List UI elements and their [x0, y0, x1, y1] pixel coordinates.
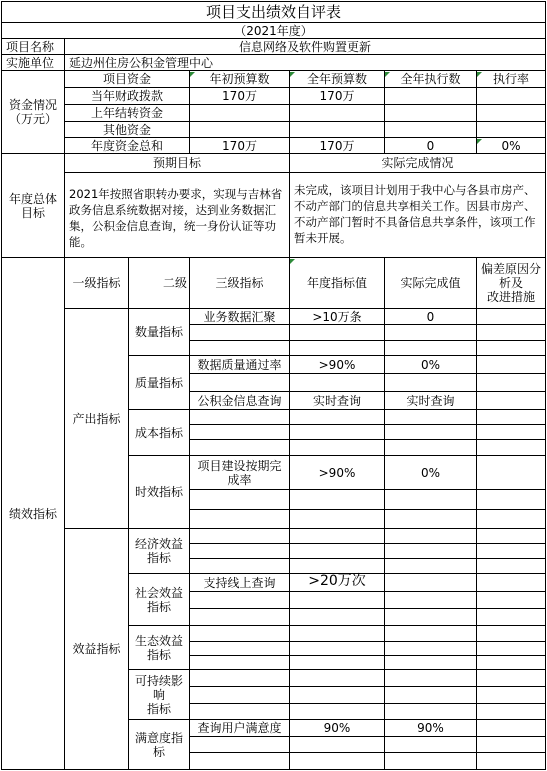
- indicator-target: >10万条: [312, 309, 362, 324]
- quality-indicator-label: 质量指标: [134, 375, 183, 390]
- indicator-target: 90%: [323, 721, 351, 735]
- performance-label: 绩效指标: [8, 506, 57, 521]
- cost-indicator-label: 成本指标: [134, 425, 183, 440]
- goals-label: 年度总体 目标: [8, 191, 57, 220]
- indicator-actual: 0: [426, 309, 435, 324]
- time-indicator-label: 时效指标: [134, 485, 183, 499]
- indicator-target: >90%: [318, 357, 356, 372]
- indicator-actual: 实时查询: [406, 393, 455, 408]
- funds-header-initial: 年初预算数: [209, 72, 270, 86]
- sustainability-label: 可持续影 响 指标: [134, 673, 183, 716]
- indicator-actual: 0%: [420, 465, 441, 480]
- expected-goal-text: 2021年按照省职转办要求，实现与吉林省政务信息系统数据对接，达到业务数据汇集，公积金信息查询，统一身份认证等功能。: [69, 187, 283, 249]
- funds-cell: 0: [426, 138, 435, 153]
- ecological-benefit-label: 生态效益 指标: [134, 633, 183, 662]
- indicator-name: 支持线上查询: [203, 575, 276, 590]
- indicator-target: >90%: [318, 465, 356, 480]
- social-benefit-label: 社会效益 指标: [134, 585, 183, 614]
- funds-header-annual: 全年预算数: [306, 72, 367, 86]
- indicator-name: 项目建设按期完 成率: [197, 458, 282, 487]
- funds-cell: 170万: [222, 89, 257, 103]
- funds-row-label: 其他资金: [102, 122, 151, 137]
- funds-cell: [385, 88, 476, 104]
- perf-header-deviation: 偏差原因分析及 改进措施: [480, 262, 541, 304]
- funds-cell: 170万: [319, 89, 355, 103]
- actual-result-text: 未完成，该项目计划用于我中心与各县市房产、不动产部门的信息共享相关工作。因县市房产、不动产部门暂时不具备信息共享条件，该项工作暂未开展。: [294, 183, 536, 245]
- year-label: （2021年度）: [234, 23, 313, 38]
- funds-header-executed: 全年执行数: [400, 72, 461, 86]
- benefit-indicator-label: 效益指标: [72, 642, 121, 656]
- actual-result-header: 实际完成情况: [381, 156, 454, 170]
- indicator-actual: 90%: [417, 721, 444, 735]
- expected-goal-header: 预期目标: [152, 156, 201, 170]
- page-title: 项目支出绩效自评表: [205, 3, 341, 21]
- funds-cell: [477, 88, 545, 104]
- project-name-value: 信息网络及软件购置更新: [238, 39, 371, 54]
- indicator-target: 实时查询: [312, 393, 361, 408]
- indicator-actual: 0%: [420, 357, 441, 372]
- funds-cell: 0%: [501, 138, 521, 153]
- project-name-label: 项目名称: [6, 39, 55, 54]
- indicator-name: 公积金信息查询: [197, 393, 282, 408]
- funds-cell: 170万: [222, 138, 257, 153]
- perf-header-level3: 三级指标: [215, 276, 264, 290]
- indicator-name: 业务数据汇聚: [203, 309, 276, 324]
- satisfaction-label: 满意度指 标: [134, 730, 183, 759]
- quantity-indicator-label: 数量指标: [134, 325, 183, 339]
- perf-header-level2: 二级: [162, 276, 187, 290]
- perf-header-actual: 实际完成值: [400, 276, 461, 290]
- funds-label: 资金情况 （万元）: [8, 98, 57, 126]
- perf-header-target: 年度指标值: [306, 276, 367, 290]
- funds-row-label: 上年结转资金: [90, 106, 163, 120]
- unit-value: 延边州住房公积金管理中心: [69, 55, 214, 70]
- funds-row-label: 年度资金总和: [90, 138, 163, 153]
- funds-header-rate: 执行率: [492, 72, 529, 86]
- indicator-name: 数据质量通过率: [197, 357, 282, 372]
- perf-header-level1: 一级指标: [72, 276, 121, 290]
- output-indicator-label: 产出指标: [72, 411, 121, 426]
- indicator-name: 查询用户满意度: [197, 721, 282, 735]
- funds-cell: 170万: [319, 138, 355, 153]
- funds-header-source: 项目资金: [102, 72, 151, 86]
- indicator-actual: [385, 574, 476, 591]
- indicator-target: >20万次: [308, 572, 366, 589]
- funds-row-label: 当年财政拨款: [90, 89, 163, 103]
- economic-benefit-label: 经济效益 指标: [134, 537, 183, 565]
- unit-label: 实施单位: [6, 55, 55, 70]
